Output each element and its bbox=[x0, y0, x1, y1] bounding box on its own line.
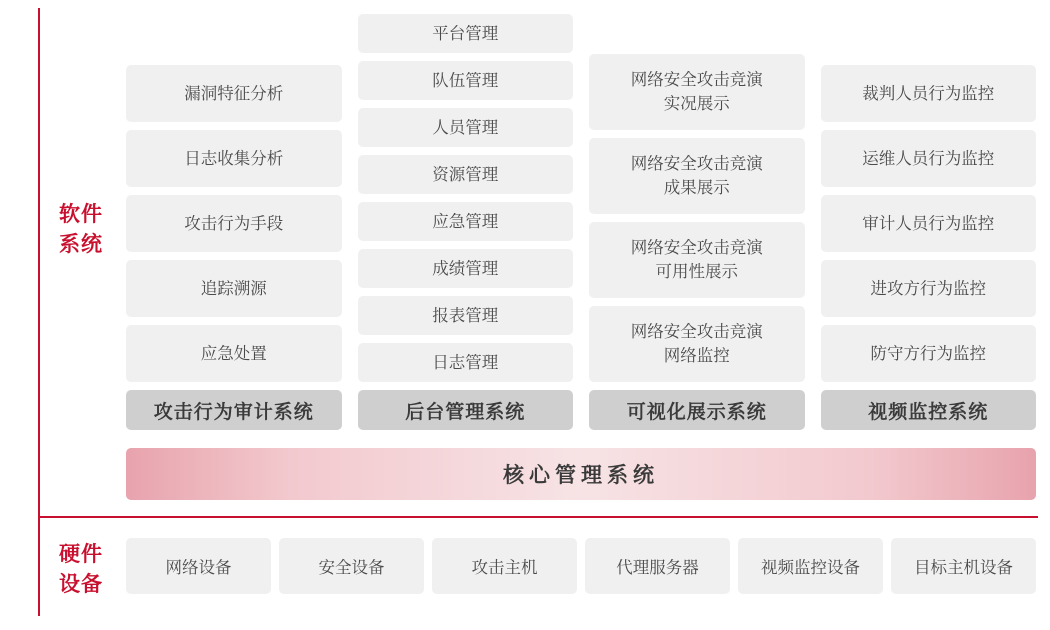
cell-item[interactable]: 应急处置 bbox=[126, 325, 342, 382]
cell-item[interactable]: 裁判人员行为监控 bbox=[821, 65, 1037, 122]
cell-item[interactable]: 攻击行为手段 bbox=[126, 195, 342, 252]
cell-item[interactable]: 漏洞特征分析 bbox=[126, 65, 342, 122]
cell-line-1: 网络安全攻击竞演 bbox=[630, 239, 763, 257]
column-items bbox=[821, 65, 1037, 382]
cell-item[interactable]: 审计人员行为监控 bbox=[821, 195, 1037, 252]
section-label-software-line2: 系统 bbox=[59, 233, 103, 256]
cell-line-2: 网络监控 bbox=[663, 347, 730, 365]
cell-item[interactable]: 资源管理 bbox=[358, 155, 574, 194]
hardware-item[interactable]: 视频监控设备 bbox=[738, 538, 883, 594]
section-label-software bbox=[48, 200, 114, 260]
section-label-hardware-line2: 设备 bbox=[59, 573, 103, 596]
left-accent-rule bbox=[38, 8, 40, 616]
cell-item[interactable]: 进攻方行为监控 bbox=[821, 260, 1037, 317]
hardware-item[interactable]: 代理服务器 bbox=[585, 538, 730, 594]
column-items bbox=[126, 65, 342, 382]
column-items bbox=[358, 14, 574, 382]
cell-item[interactable] bbox=[589, 306, 805, 382]
hardware-device-row bbox=[126, 538, 1036, 594]
cell-item[interactable]: 追踪溯源 bbox=[126, 260, 342, 317]
cell-item[interactable] bbox=[589, 138, 805, 214]
cell-line-1: 网络安全攻击竞演 bbox=[630, 323, 763, 341]
cell-item[interactable]: 队伍管理 bbox=[358, 61, 574, 100]
section-label-software-line1: 软件 bbox=[59, 203, 103, 226]
section-divider-rule bbox=[38, 516, 1038, 518]
cell-item[interactable]: 报表管理 bbox=[358, 296, 574, 335]
column-spacer bbox=[589, 14, 805, 54]
hardware-item[interactable]: 安全设备 bbox=[279, 538, 424, 594]
cell-item[interactable] bbox=[589, 222, 805, 298]
column-spacer bbox=[821, 14, 1037, 65]
cell-line-1: 网络安全攻击竞演 bbox=[630, 155, 763, 173]
column-footer[interactable]: 可视化展示系统 bbox=[589, 390, 805, 430]
cell-item[interactable]: 日志收集分析 bbox=[126, 130, 342, 187]
column-footer[interactable]: 视频监控系统 bbox=[821, 390, 1037, 430]
cell-item[interactable]: 人员管理 bbox=[358, 108, 574, 147]
section-label-hardware-line1: 硬件 bbox=[59, 543, 103, 566]
hardware-item[interactable]: 网络设备 bbox=[126, 538, 271, 594]
cell-item[interactable]: 防守方行为监控 bbox=[821, 325, 1037, 382]
cell-item[interactable]: 日志管理 bbox=[358, 343, 574, 382]
hardware-item[interactable]: 目标主机设备 bbox=[891, 538, 1036, 594]
column-spacer bbox=[126, 14, 342, 65]
cell-item[interactable]: 平台管理 bbox=[358, 14, 574, 53]
column-attack-audit bbox=[126, 14, 342, 430]
column-video-surveillance bbox=[821, 14, 1037, 430]
cell-item[interactable]: 运维人员行为监控 bbox=[821, 130, 1037, 187]
cell-line-2: 实况展示 bbox=[663, 95, 730, 113]
hardware-item[interactable]: 攻击主机 bbox=[432, 538, 577, 594]
cell-line-1: 网络安全攻击竞演 bbox=[630, 71, 763, 89]
section-label-hardware bbox=[48, 540, 114, 600]
column-footer[interactable]: 攻击行为审计系统 bbox=[126, 390, 342, 430]
cell-item[interactable] bbox=[589, 54, 805, 130]
column-footer[interactable]: 后台管理系统 bbox=[358, 390, 574, 430]
column-visualization bbox=[589, 14, 805, 430]
cell-item[interactable]: 成绩管理 bbox=[358, 249, 574, 288]
cell-item[interactable]: 应急管理 bbox=[358, 202, 574, 241]
column-items bbox=[589, 54, 805, 382]
cell-line-2: 可用性展示 bbox=[655, 263, 738, 281]
core-management-system-bar[interactable]: 核心管理系统 bbox=[126, 448, 1036, 500]
software-columns bbox=[126, 14, 1036, 430]
column-backend-management bbox=[358, 14, 574, 430]
cell-line-2: 成果展示 bbox=[663, 179, 730, 197]
